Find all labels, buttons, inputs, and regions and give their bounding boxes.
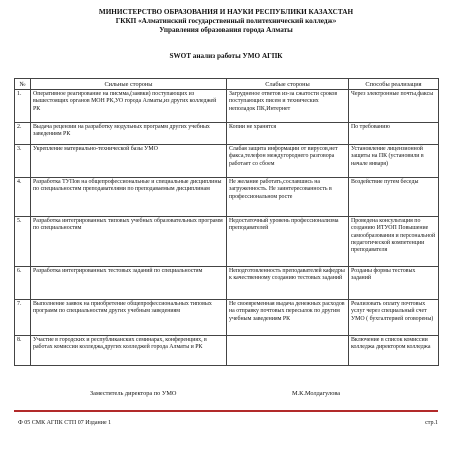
row-number: 5. [15, 217, 31, 267]
row-number: 7. [15, 300, 31, 336]
strength-cell: Разработка интегрированных тестовых заданий по специальностям [31, 267, 227, 300]
strength-cell: Выполнение заявок на приобретение общепрофессиональных типовых программ по специальностям других учебным заведениям [31, 300, 227, 336]
column-header-number: № [15, 79, 31, 90]
weakness-cell: Недостаточный уровень профессионализма преподавателей [227, 217, 349, 267]
strength-cell: Выдача рецензии на разработку модульных программ других учебных заведениям РК [31, 123, 227, 145]
row-number: 4. [15, 178, 31, 217]
strength-cell: Оперативное реагирование на писмма,(заявки) поступающих из вышестоящих органов МОН РК,УО города Алматы,из других колледжей РК [31, 90, 227, 123]
row-number: 3. [15, 145, 31, 178]
method-cell: Реализовать оплату почтовых услуг через специальный счет УМО ( бухгалтерией оговорены) [349, 300, 439, 336]
weakness-cell: Не желание работать,сославшись на загруженность. Не заинтересованность в профессиональном росте [227, 178, 349, 217]
table-row [15, 178, 439, 217]
table-row [15, 336, 439, 366]
table-row [15, 123, 439, 145]
weakness-cell: Загрудненое ответов из-за сжатости сроков поступающих писем и технических неполадок ПК,Интернет [227, 90, 349, 123]
method-cell: Воздействие путем беседы [349, 178, 439, 217]
strength-cell: Разработка ТУПов на общепрофессиональные и специальные дисциплины по специальностям преподавателями по преподаваемым дисциплинам [31, 178, 227, 217]
column-header-methods: Способы реализация [349, 79, 439, 90]
method-cell: По требованию [349, 123, 439, 145]
swot-table [14, 78, 439, 366]
table-row [15, 90, 439, 123]
signature-position: Заместитель директора по УМО [90, 390, 177, 397]
table-header-row [15, 79, 439, 90]
department-title: Управления образования города Алматы [159, 26, 293, 34]
method-cell: Через электронные почты,факсы [349, 90, 439, 123]
column-header-weaknesses: Слабые стороны [227, 79, 349, 90]
footer-document-code: Ф 05 СМК АГПК СТП 07 Издание 1 [18, 420, 112, 426]
page-number: стр.1 [425, 420, 438, 426]
column-header-strengths: Сильные стороны [31, 79, 227, 90]
row-number: 6. [15, 267, 31, 300]
table-row [15, 145, 439, 178]
signature-name: М.К.Молдагулова [292, 390, 341, 397]
row-number: 1. [15, 90, 31, 123]
document-subtitle: SWOT анализ работы УМО АГПК [169, 52, 283, 60]
table-row [15, 300, 439, 336]
document-header [0, 8, 452, 35]
college-title: ГККП «Алматинский государственный политехнический колледж» [115, 17, 337, 25]
weakness-cell: Слабая защита информации от вирусов,нет факса,телефон междугороднего разговора работает со сбоем [227, 145, 349, 178]
method-cell: Включение в список комиссии колледжа директором колледжа [349, 336, 439, 366]
strength-cell: Участие в городских и республиканских семинарах, конференциях, в работах комиссии колледжа,других колледжей города Алматы и РК [31, 336, 227, 366]
weakness-cell [227, 336, 349, 366]
strength-cell: Укрепление материально-технической базы УМО [31, 145, 227, 178]
table-row [15, 217, 439, 267]
weakness-cell: Не своевременная выдача денежных расходов на отправку почтовых пересылок по другим учебным заведениям РК [227, 300, 349, 336]
ministry-title: МИНИСТЕРСТВО ОБРАЗОВАНИЯ И НАУКИ РЕСПУБЛИКИ КАЗАХСТАН [98, 8, 354, 16]
row-number: 2. [15, 123, 31, 145]
method-cell: Проведена консультация по созданию ИТУОП Повышение самообразования и персональной педагогической компетенции преподавателя [349, 217, 439, 267]
footer-divider [14, 410, 438, 412]
method-cell: Установление лицензионной защиты на ПК (установили в начале января) [349, 145, 439, 178]
weakness-cell: Копии не хранятся [227, 123, 349, 145]
table-row [15, 267, 439, 300]
weakness-cell: Неподготовленность преподавателей кафедры к качественному созданию тестовых заданий [227, 267, 349, 300]
strength-cell: Разработка интегрированных типовых учебных образовательных программ по специальностям [31, 217, 227, 267]
method-cell: Розданы формы тестовых заданий [349, 267, 439, 300]
row-number: 8. [15, 336, 31, 366]
